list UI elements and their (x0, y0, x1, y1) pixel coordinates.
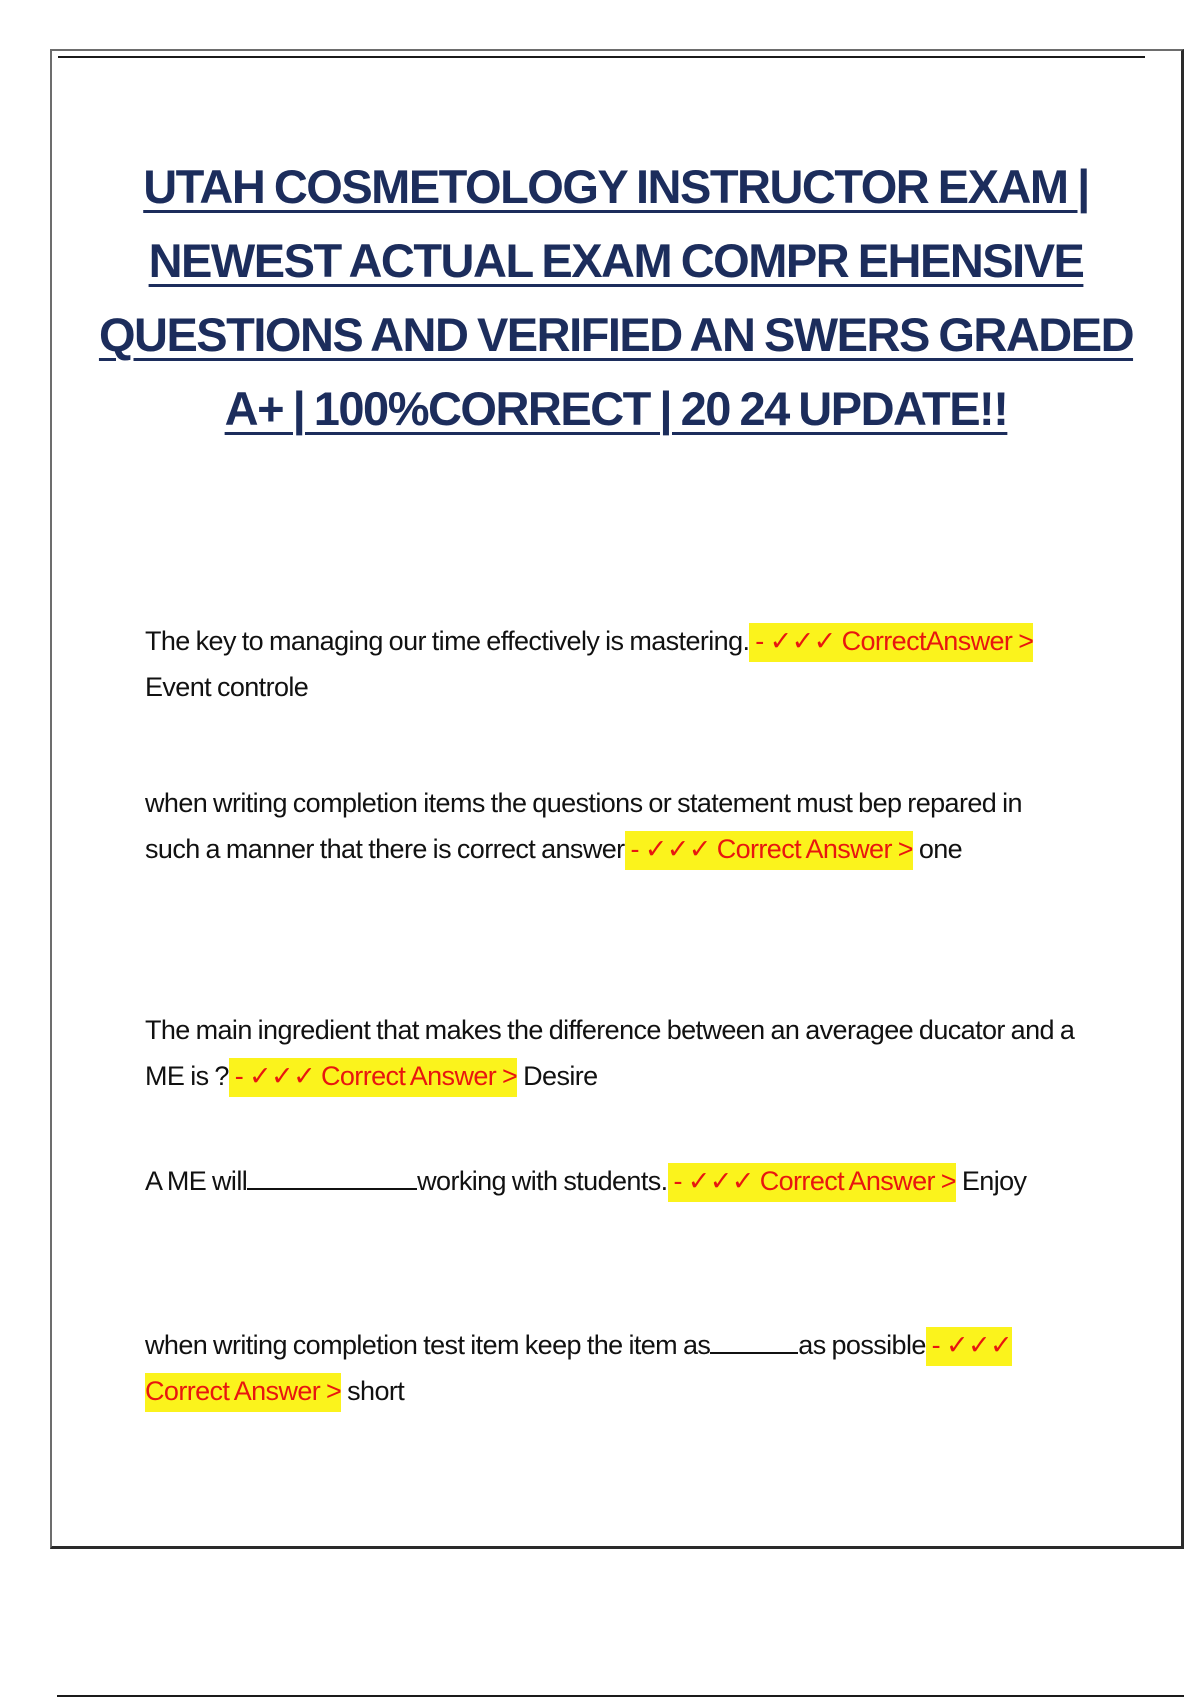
correct-answer-marker: - ✓✓✓ Correct Answer > (668, 1163, 956, 1202)
bottom-rule (57, 1695, 1184, 1697)
qa-item-4 (145, 1158, 1075, 1204)
answer-text: Desire (517, 1061, 598, 1091)
answer-text: Event controle (145, 672, 309, 702)
question-text-before-blank: when writing completion test item keep the item as (145, 1330, 711, 1360)
fill-in-blank (710, 1330, 798, 1354)
top-rule (58, 56, 1145, 58)
qa-item-5 (145, 1322, 1075, 1414)
qa-item-2 (145, 780, 1075, 872)
fill-in-blank (247, 1166, 417, 1190)
question-text: when writing completion items the questions or statement must bep repared in such a manner that there is correct answer (145, 788, 1022, 864)
question-text: The key to managing our time effectively is mastering. (145, 626, 750, 656)
correct-answer-marker: - ✓✓✓ Correct Answer > (145, 1327, 1012, 1412)
question-text-after-blank: as possible (798, 1330, 926, 1360)
answer-text: Enjoy (955, 1166, 1027, 1196)
correct-answer-marker: - ✓✓✓ Correct Answer > (625, 831, 913, 870)
question-text-after-blank: working with students. (417, 1166, 668, 1196)
question-text: The main ingredient that makes the difference between an averagee ducator and a ME is ? (145, 1015, 1075, 1091)
correct-answer-marker: - ✓✓✓ CorrectAnswer > (749, 623, 1033, 662)
question-text-before-blank: A ME will (145, 1166, 248, 1196)
correct-answer-marker: - ✓✓✓ Correct Answer > (229, 1058, 517, 1097)
document-title: UTAH COSMETOLOGY INSTRUCTOR EXAM | NEWEST ACTUAL EXAM COMPR EHENSIVE QUESTIONS AND VERIFIED AN SWERS GRADED A+ | 100%CORRECT | 20 24 UPDATE!! (98, 160, 1134, 435)
qa-item-1 (145, 618, 1075, 710)
answer-text: one (912, 834, 963, 864)
qa-item-3 (145, 1007, 1075, 1099)
answer-text: short (341, 1376, 405, 1406)
